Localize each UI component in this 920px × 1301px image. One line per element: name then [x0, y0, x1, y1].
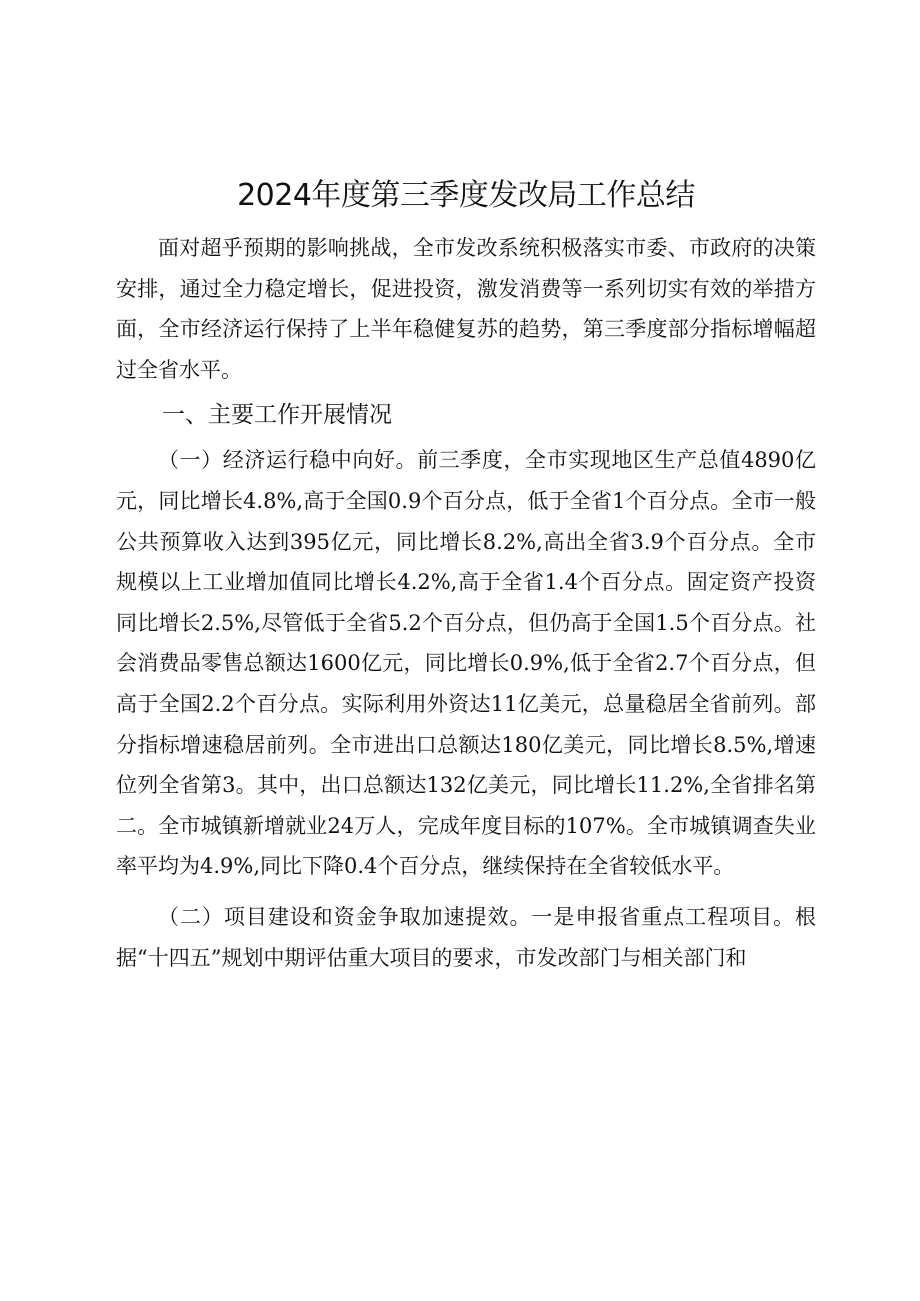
- intro-paragraph: 面对超乎预期的影响挑战，全市发改系统积极落实市委、市政府的决策安排，通过全力稳定增长，促进投资，激发消费等一系列切实有效的举措方面，全市经济运行保持了上半年稳健复苏的趋势，第三季度部分指标增幅超过全省水平。: [116, 236, 816, 382]
- paragraph-project-construction: （二）项目建设和资金争取加速提效。一是申报省重点工程项目。根据“十四五”规划中期评估重大项目的要求，市发改部门与相关部门和: [116, 904, 816, 970]
- document-title: 2024年度第三季度发改局工作总结: [237, 178, 695, 213]
- section-heading-main-work: 一、主要工作开展情况: [162, 402, 392, 429]
- paragraph-economic-operation: （一）经济运行稳中向好。前三季度，全市实现地区生产总值4890亿元，同比增长4.8%,高于全国0.9个百分点，低于全省1个百分点。全市一般公共预算收入达到395亿元，同比增长8.2%,高出全省3.9个百分点。全市规模以上工业增加值同比增长4.2%,高于全省1.4个百分点。固定资产投资同比增长2.5%,尽管低于全省5.2个百分点，但仍高于全国1.5个百分点。社会消费品零售总额达1600亿元，同比增长0.9%,低于全省2.7个百分点，但高于全国2.2个百分点。实际利用外资达11亿美元，总量稳居全省前列。部分指标增速稳居前列。全市进出口总额达180亿美元，同比增长8.5%,增速位列全省第3。其中，出口总额达132亿美元，同比增长11.2%,全省排名第二。全市城镇新增就业24万人，完成年度目标的107%。全市城镇调查失业率平均为4.9%,同比下降0.4个百分点，继续保持在全省较低水平。: [116, 448, 816, 879]
